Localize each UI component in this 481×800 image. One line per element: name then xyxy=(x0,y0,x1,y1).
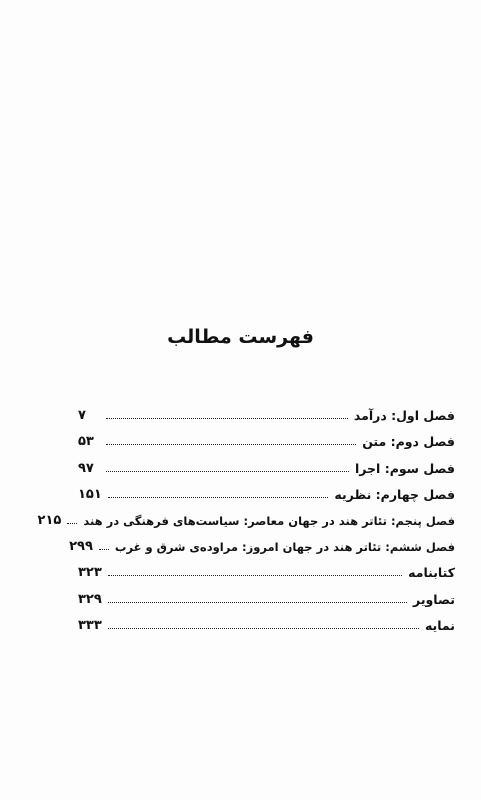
toc-entry xyxy=(69,528,455,555)
toc-leader-dots xyxy=(108,497,329,498)
toc-leader-dots xyxy=(108,575,402,576)
toc-entry-page: ۵۳ xyxy=(78,434,94,450)
toc-entry xyxy=(78,397,455,423)
toc-leader-dots xyxy=(99,549,109,550)
toc-leader-dots xyxy=(106,418,348,419)
toc-leader-dots xyxy=(67,523,77,524)
toc-entry xyxy=(78,607,455,633)
toc-entry xyxy=(78,580,455,606)
toc-leader-dots xyxy=(108,602,407,603)
toc-entry-label: فصل پنجم: تئاتر هند در جهان معاصر: سیاست‌های فرهنگی در هند xyxy=(83,513,455,528)
toc-entry-page: ۳۲۹ xyxy=(78,591,102,607)
toc-entry xyxy=(78,476,455,502)
toc-entry-page: ۷ xyxy=(78,408,86,424)
toc-entry xyxy=(78,423,455,449)
toc-list xyxy=(37,397,455,633)
toc-leader-dots xyxy=(106,471,349,472)
toc-entry-label: نمایه xyxy=(424,617,455,633)
toc-entry xyxy=(78,554,455,580)
toc-entry-label: کتابنامه xyxy=(408,565,455,581)
toc-entry-page: ۲۱۵ xyxy=(37,512,62,528)
toc-heading: فهرست مطالب xyxy=(167,326,314,348)
toc-entry-label: فصل سوم: اجرا xyxy=(354,460,455,476)
toc-entry-label: فصل اول: درآمد xyxy=(353,408,455,424)
toc-entry-label: فصل چهارم: نظریه xyxy=(334,486,455,502)
toc-entry xyxy=(37,502,455,528)
toc-entry-page: ۳۳۳ xyxy=(78,617,102,633)
toc-entry-label: فصل ششم: تئاتر هند در جهان امروز: مراوده‌ی شرق و غرب xyxy=(114,540,455,555)
toc-entry-page: ۲۹۹ xyxy=(69,539,93,555)
toc-entry-page: ۱۵۱ xyxy=(78,486,102,502)
toc-entry-label: فصل دوم: متن xyxy=(362,434,455,450)
toc-leader-dots xyxy=(106,444,356,445)
toc-entry-label: تصاویر xyxy=(413,591,455,607)
toc-leader-dots xyxy=(108,628,419,629)
toc-entry xyxy=(78,449,455,475)
toc-entry-page: ۳۲۳ xyxy=(78,565,102,581)
toc-entry-page: ۹۷ xyxy=(78,460,94,476)
